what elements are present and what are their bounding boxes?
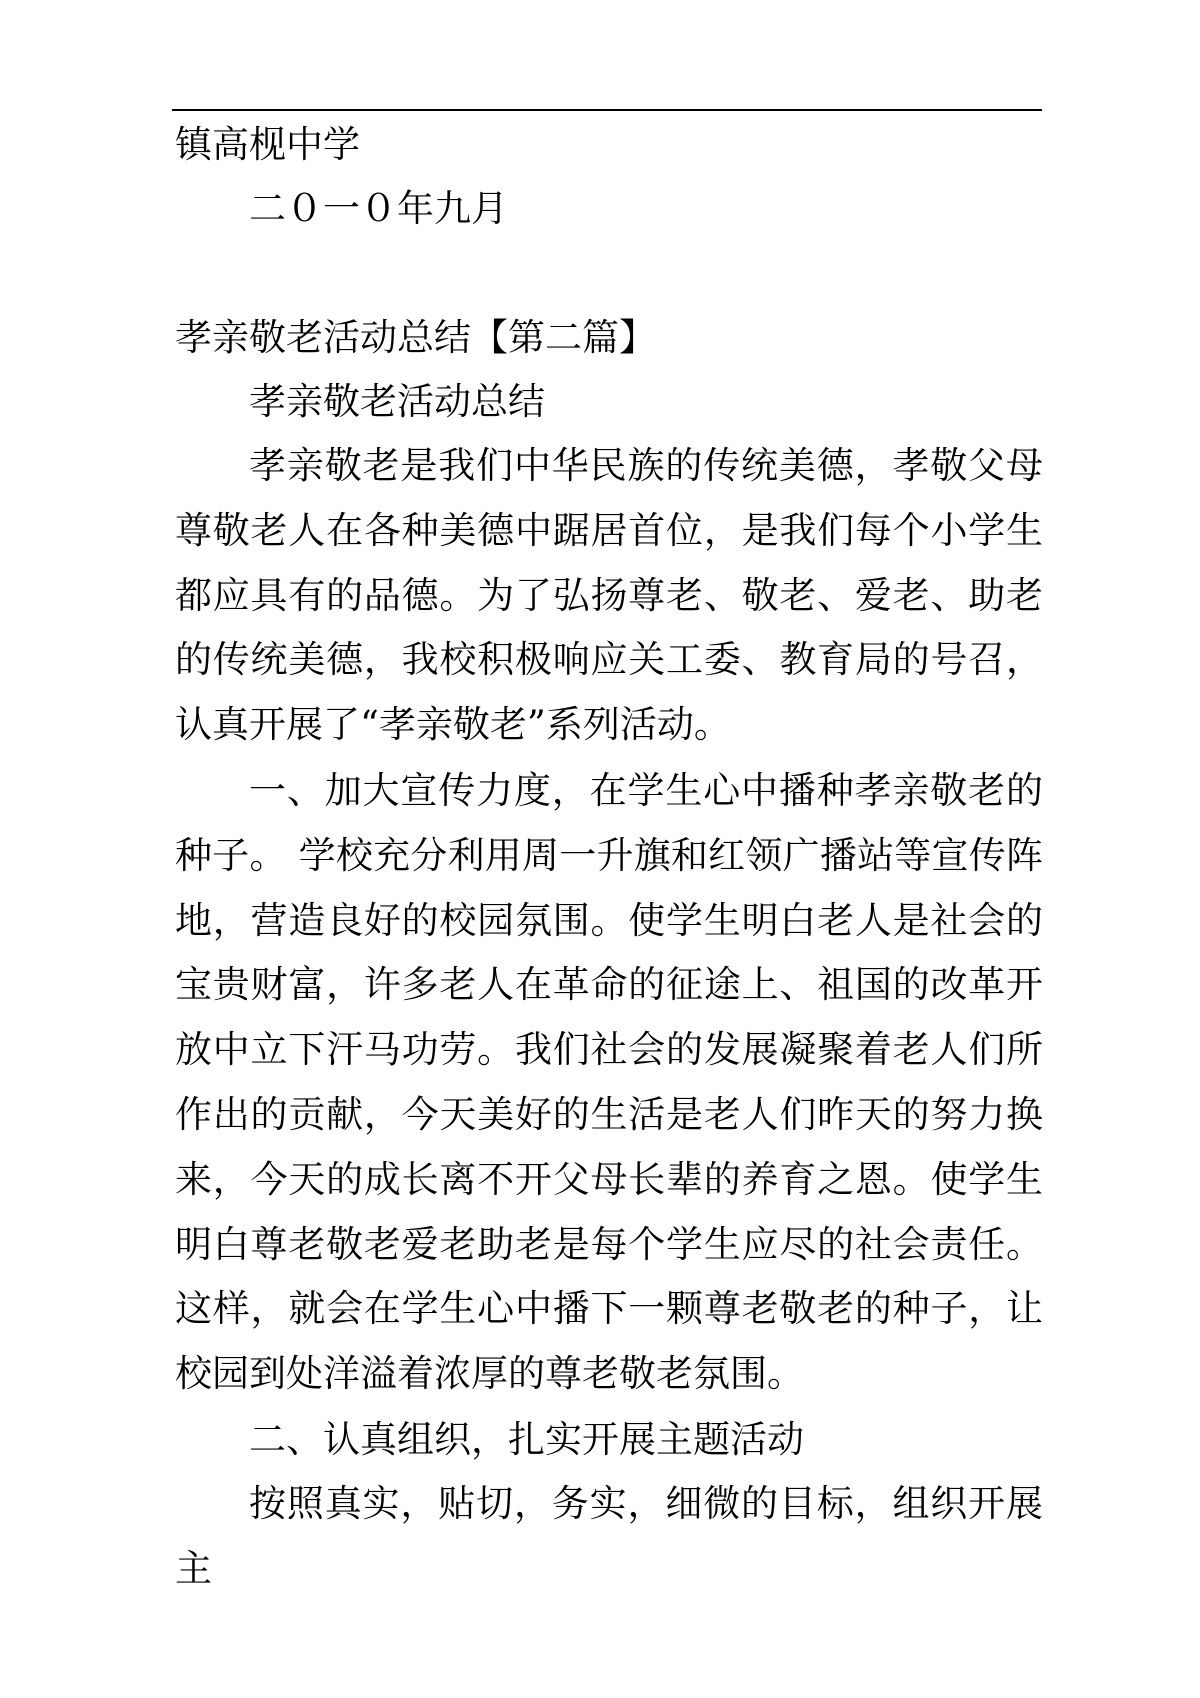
paragraph-intro: 孝亲敬老是我们中华民族的传统美德，孝敬父母尊敬老人在各种美德中踞居首位，是我们每个小学生都应具有的品德。为了弘扬尊老、敬老、爱老、助老的传统美德，我校积极响应关工委、教育局的号召，认真开展了“孝亲敬老”系列活动。	[175, 444, 1043, 747]
article-subtitle: 孝亲敬老活动总结	[249, 380, 545, 423]
header-rule	[172, 109, 1042, 111]
school-name-line: 镇高枧中学	[175, 123, 360, 166]
paragraph-section-two: 按照真实，贴切，务实，细微的目标，组织开展主	[175, 1482, 1043, 1590]
article-title: 孝亲敬老活动总结【第二篇】	[175, 316, 656, 359]
section-two-heading: 二、认真组织，扎实开展主题活动	[249, 1418, 804, 1461]
paragraph-section-one: 一、加大宣传力度，在学生心中播种孝亲敬老的种子。 学校充分利用周一升旗和红领广播站等宣传阵地，营造良好的校园氛围。使学生明白老人是社会的宝贵财富，许多老人在革命的征途上、祖国的改革开放中立下汗马功劳。我们社会的发展凝聚着老人们所作出的贡献，今天美好的生活是老人们昨天的努力换来，今天的成长离不开父母长辈的养育之恩。使学生明白尊老敬老爱老助老是每个学生应尽的社会责任。这样，就会在学生心中播下一颗尊老敬老的种子，让校园到处洋溢着浓厚的尊老敬老氛围。	[175, 769, 1043, 1396]
date-line: 二０一０年九月	[249, 187, 508, 230]
